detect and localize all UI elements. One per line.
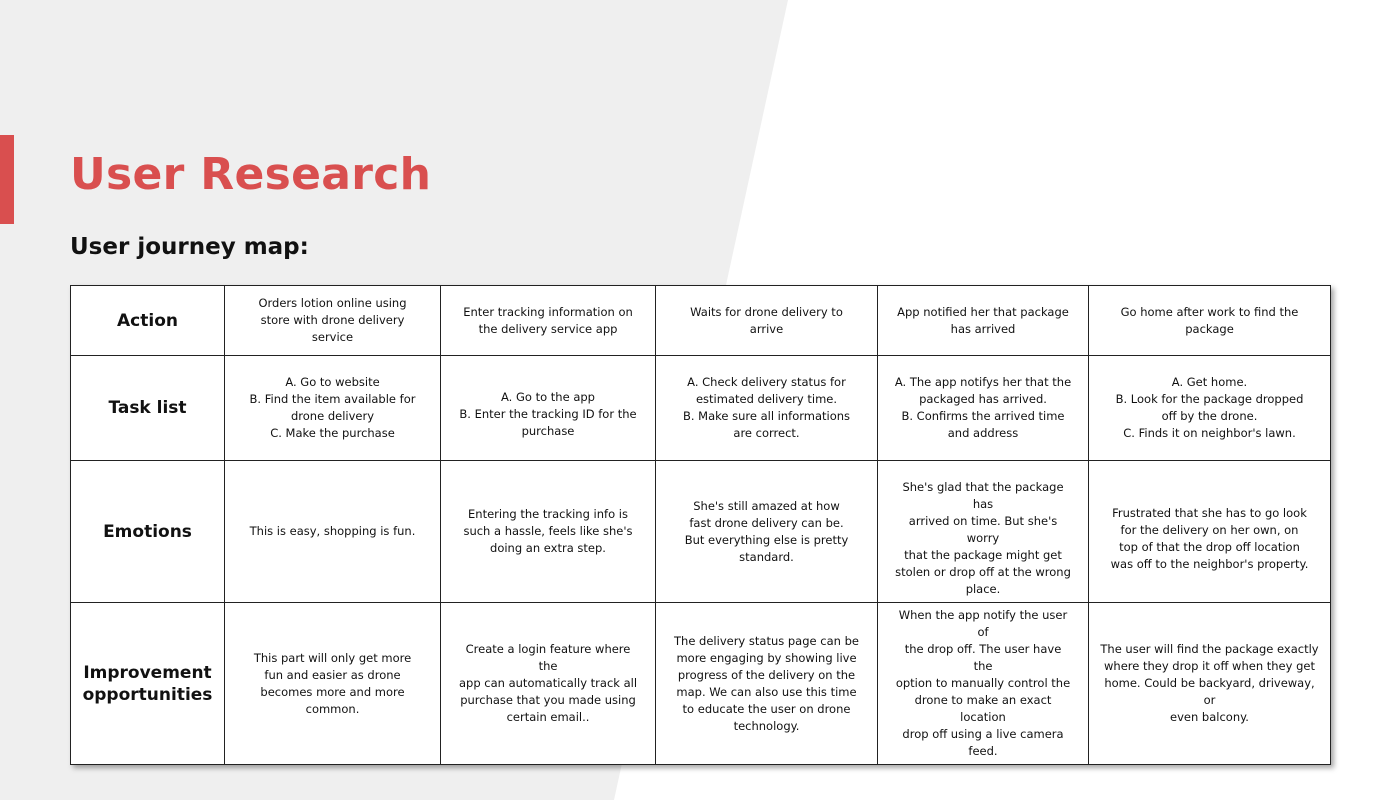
page-title: User Research: [70, 149, 432, 200]
accent-bar: [0, 135, 14, 224]
row-header-improvement-opportunities: Improvement opportunities: [71, 603, 225, 765]
row-header-task-list: Task list: [71, 356, 225, 461]
table-cell: When the app notify the user of the drop off. The user have the option to manually control the drone to make an exact location drop off using a live camera feed.: [878, 603, 1089, 765]
table-cell: Frustrated that she has to go look for the delivery on her own, on top of that the drop off location was off to the neighbor's property.: [1089, 461, 1331, 603]
table-cell: Create a login feature where the app can automatically track all purchase that you made using certain email..: [441, 603, 656, 765]
table-cell: She's still amazed at how fast drone delivery can be. But everything else is pretty standard.: [656, 461, 878, 603]
table-cell: Waits for drone delivery to arrive: [656, 286, 878, 356]
table-row-task-list: [71, 356, 1331, 461]
section-title: User journey map:: [70, 234, 309, 260]
table-cell: A. The app notifys her that the packaged has arrived. B. Confirms the arrived time and address: [878, 356, 1089, 461]
row-header-action: Action: [71, 286, 225, 356]
table-cell: App notified her that package has arrived: [878, 286, 1089, 356]
table-cell: She's glad that the package has arrived on time. But she's worry that the package might get stolen or drop off at the wrong place.: [878, 461, 1089, 603]
table-cell: Go home after work to find the package: [1089, 286, 1331, 356]
table-cell: Entering the tracking info is such a hassle, feels like she's doing an extra step.: [441, 461, 656, 603]
table-cell: Orders lotion online using store with drone delivery service: [225, 286, 441, 356]
table-cell: A. Get home. B. Look for the package dropped off by the drone. C. Finds it on neighbor's lawn.: [1089, 356, 1331, 461]
table-row-action: [71, 286, 1331, 356]
table-cell: A. Check delivery status for estimated delivery time. B. Make sure all informations are correct.: [656, 356, 878, 461]
journey-map-table: [70, 285, 1331, 765]
table-row-improvement-opportunities: [71, 603, 1331, 765]
table-cell: This part will only get more fun and easier as drone becomes more and more common.: [225, 603, 441, 765]
table-cell: The user will find the package exactly where they drop it off when they get home. Could be backyard, driveway, or even balcony.: [1089, 603, 1331, 765]
table-cell: A. Go to website B. Find the item available for drone delivery C. Make the purchase: [225, 356, 441, 461]
table-cell: The delivery status page can be more engaging by showing live progress of the delivery on the map. We can also use this time to educate the user on drone technology.: [656, 603, 878, 765]
table-row-emotions: [71, 461, 1331, 603]
table-cell: This is easy, shopping is fun.: [225, 461, 441, 603]
table-cell: A. Go to the app B. Enter the tracking ID for the purchase: [441, 356, 656, 461]
table-cell: Enter tracking information on the delivery service app: [441, 286, 656, 356]
row-header-emotions: Emotions: [71, 461, 225, 603]
